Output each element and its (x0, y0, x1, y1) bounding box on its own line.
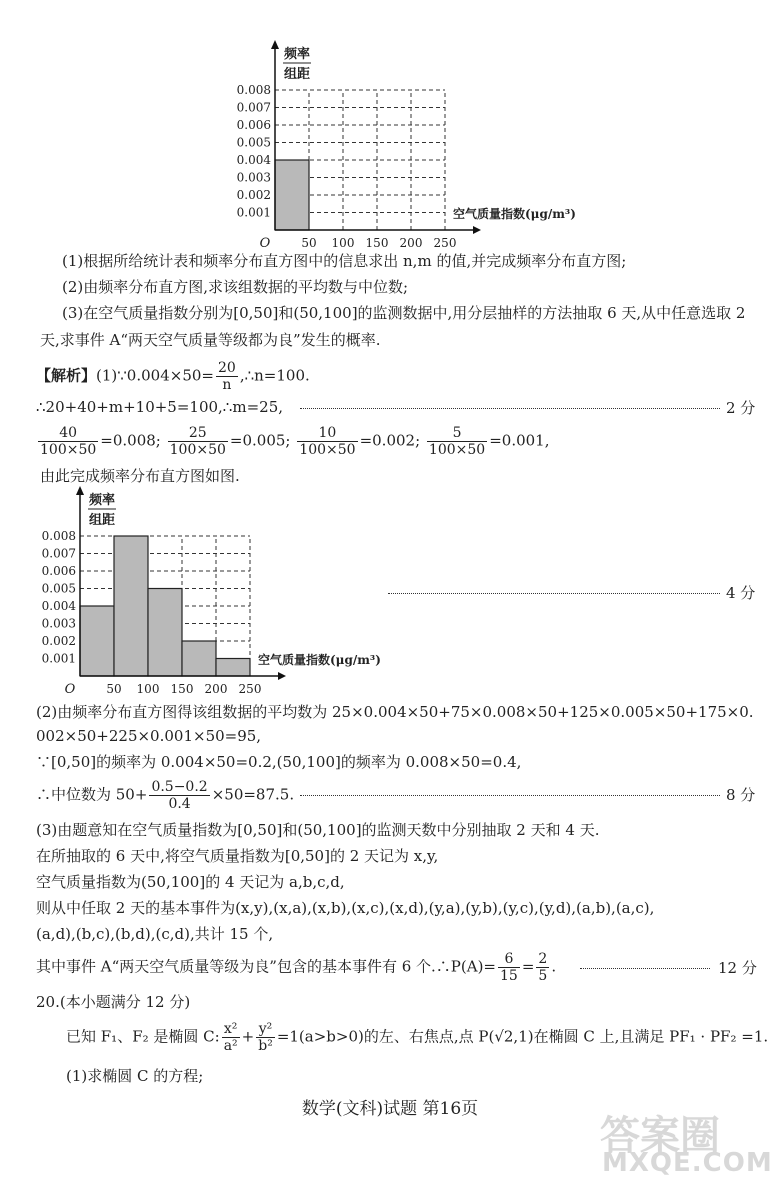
fraction-numerator: 20 (217, 360, 236, 376)
fraction-numerator: y² (256, 1022, 275, 1038)
part2-line-3: ∵[0,50]的频率为 0.004×50=0.2,(50,100]的频率为 0.008×50=0.4, (36, 753, 522, 771)
fraction (222, 1022, 240, 1053)
fraction-denominator: 100×50 (428, 442, 486, 458)
fraction (38, 426, 98, 457)
y-axis-arrow (76, 486, 84, 495)
question-text: 已知 F₁、F₂ 是椭圆 C: (66, 1027, 220, 1046)
question-part-3-line1: (3)在空气质量指数分别为[0,50]和(50,100]的监测数据中,用分层抽样的方法抽取 6 天,从中任意选取 2 (62, 304, 746, 322)
fraction (427, 426, 487, 457)
y-tick-label: 0.002 (236, 188, 271, 202)
watermark-url: MXQE.COM (602, 1148, 773, 1178)
part2-line-2: 002×50+225×0.001×50=95, (36, 727, 262, 745)
fraction (216, 361, 238, 392)
question-part-3-line2: 天,求事件 A“两天空气质量等级都为良”发生的概率. (40, 331, 381, 349)
histogram-bar (80, 606, 114, 676)
question-20-header: 20.(本小题满分 12 分) (36, 993, 191, 1011)
y-axis-label-top: 频率 (88, 493, 116, 508)
fraction-value: =0.008; (100, 431, 161, 450)
part2-line-1: (2)由频率分布直方图得该组数据的平均数为 25×0.004×50+75×0.008×50+125×0.005×50+175×0. (36, 703, 754, 721)
fraction-value: =0.005; (229, 431, 291, 450)
solution-text: ∴中位数为 50+ (36, 785, 148, 804)
y-tick-label: 0.001 (41, 651, 76, 666)
fraction (536, 952, 549, 983)
solution-line-3: 由此完成频率分布直方图如图. (40, 467, 240, 485)
fraction (498, 952, 520, 983)
fraction-denominator: 100×50 (40, 442, 97, 458)
y-tick-label: 0.007 (236, 100, 271, 115)
question-part-2: (2)由频率分布直方图,求该组数据的平均数与中位数; (62, 278, 409, 296)
y-tick-label: 0.006 (41, 564, 76, 578)
part3-line-6 (36, 952, 556, 983)
fraction (297, 426, 357, 457)
fraction-value: =0.001, (489, 431, 550, 450)
x-tick-label: 50 (106, 682, 122, 696)
y-tick-label: 0.002 (41, 634, 76, 648)
x-tick-label: 100 (331, 236, 355, 250)
histogram-chart-blank (225, 40, 605, 250)
solution-line-1 (36, 361, 310, 392)
score-mark: 4 分 (726, 584, 756, 602)
y-tick-label: 0.005 (236, 135, 271, 150)
part3-line-5: (a,d),(b,c),(b,d),(c,d),共计 15 个, (36, 925, 274, 943)
x-axis-label: 空气质量指数(μg/m³) (258, 653, 381, 667)
solution-text: 其中事件 A“两天空气质量等级为良”包含的基本事件有 6 个.∴P(A)= (36, 957, 496, 976)
dotted-leader (300, 408, 720, 409)
x-tick-label: 200 (399, 236, 423, 250)
dotted-leader (300, 795, 720, 796)
fraction-numerator: 40 (38, 426, 98, 442)
page-footer: 数学(文科)试题 第16页 (301, 1099, 479, 1119)
y-axis-arrow (271, 40, 279, 49)
solution-tag: 【解析】 (36, 366, 97, 385)
fraction-denominator: 100×50 (169, 442, 226, 458)
y-tick-label: 0.005 (41, 581, 76, 596)
fraction-denominator: 15 (500, 968, 518, 984)
y-tick-label: 0.007 (41, 546, 76, 561)
solution-line-2: ∴20+40+m+10+5=100,∴m=25, (36, 398, 284, 416)
part3-line-1: (3)由题意知在空气质量指数为[0,50]和(50,100]的监测天数中分别抽取 2 天和 4 天. (36, 821, 600, 839)
question-text: =1(a>b>0)的左、右焦点,点 P(√2,1)在椭圆 C 上,且满足 PF₁ · PF₂ =1. (276, 1027, 769, 1046)
score-mark: 2 分 (726, 399, 756, 417)
fraction (168, 426, 228, 457)
histogram-bar (114, 536, 148, 676)
histogram-bar (148, 589, 182, 677)
histogram-chart-completed (30, 486, 410, 696)
solution-text: ×50=87.5. (211, 785, 295, 804)
solution-text: . (551, 957, 557, 976)
histogram-bar (182, 641, 216, 676)
y-tick-label: 0.008 (41, 529, 76, 543)
part2-line-4 (36, 780, 294, 811)
solution-fractions-line (36, 426, 549, 457)
part3-line-4: 则从中任取 2 天的基本事件为(x,y),(x,a),(x,b),(x,c),(x,d),(y,a),(y,b),(y,c),(y,d),(a,b),(a,c), (36, 899, 655, 917)
fraction (149, 780, 209, 811)
fraction-numerator: 25 (168, 426, 228, 442)
fraction (256, 1022, 275, 1053)
x-tick-label: 50 (301, 236, 317, 250)
y-tick-label: 0.004 (41, 599, 76, 613)
fraction-numerator: 10 (297, 426, 357, 442)
y-axis-label-bottom: 组距 (88, 513, 116, 528)
x-tick-label: 250 (433, 236, 457, 250)
fraction-numerator: 2 (538, 951, 548, 967)
question-20-part-1: (1)求椭圆 C 的方程; (66, 1067, 204, 1085)
fraction-numerator: 5 (427, 426, 487, 442)
histogram-bar (275, 160, 309, 230)
x-tick-label: 250 (238, 682, 262, 696)
question-20-statement (66, 1022, 768, 1053)
solution-text: = (521, 957, 535, 976)
x-axis-arrow (278, 672, 286, 680)
y-axis-label-top: 频率 (283, 47, 311, 62)
dotted-leader (388, 593, 720, 594)
fraction-value: =0.002; (359, 431, 421, 450)
x-tick-label: 150 (170, 682, 194, 696)
y-tick-label: 0.004 (236, 153, 271, 167)
histogram-bar (216, 659, 250, 677)
fraction-denominator: b² (258, 1038, 273, 1054)
fraction-denominator: a² (223, 1038, 238, 1054)
fraction-denominator: n (222, 377, 232, 393)
x-axis-arrow (473, 226, 481, 234)
origin-label: O (259, 236, 271, 250)
score-mark: 12 分 (718, 959, 757, 977)
x-tick-label: 200 (204, 682, 228, 696)
y-tick-label: 0.001 (236, 205, 271, 220)
y-axis-label-bottom: 组距 (283, 67, 311, 82)
x-axis-label: 空气质量指数(μg/m³) (453, 207, 576, 221)
solution-text: (1)∵0.004×50= (96, 366, 214, 385)
part3-line-2: 在所抽取的 6 天中,将空气质量指数为[0,50]的 2 天记为 x,y, (36, 847, 439, 865)
question-part-1: (1)根据所给统计表和频率分布直方图中的信息求出 n,m 的值,并完成频率分布直方图; (62, 252, 627, 270)
y-tick-label: 0.003 (236, 170, 271, 185)
fraction-denominator: 5 (538, 968, 548, 984)
part3-line-3: 空气质量指数为(50,100]的 4 天记为 a,b,c,d, (36, 873, 345, 891)
fraction-denominator: 0.4 (168, 796, 191, 812)
dotted-leader (580, 968, 710, 969)
y-tick-label: 0.008 (236, 83, 271, 97)
y-tick-label: 0.006 (236, 118, 271, 132)
fraction-numerator: x² (222, 1022, 240, 1038)
x-tick-label: 150 (365, 236, 389, 250)
fraction-numerator: 6 (498, 952, 520, 968)
solution-text: ,∴n=100. (239, 366, 310, 385)
question-text: + (241, 1027, 255, 1046)
score-mark: 8 分 (726, 786, 756, 804)
fraction-numerator: 0.5−0.2 (151, 779, 208, 795)
watermark-logo: 答案圈 (600, 1113, 720, 1159)
x-tick-label: 100 (136, 682, 160, 696)
y-tick-label: 0.003 (41, 616, 76, 631)
fraction-denominator: 100×50 (299, 442, 356, 458)
origin-label: O (64, 682, 76, 696)
